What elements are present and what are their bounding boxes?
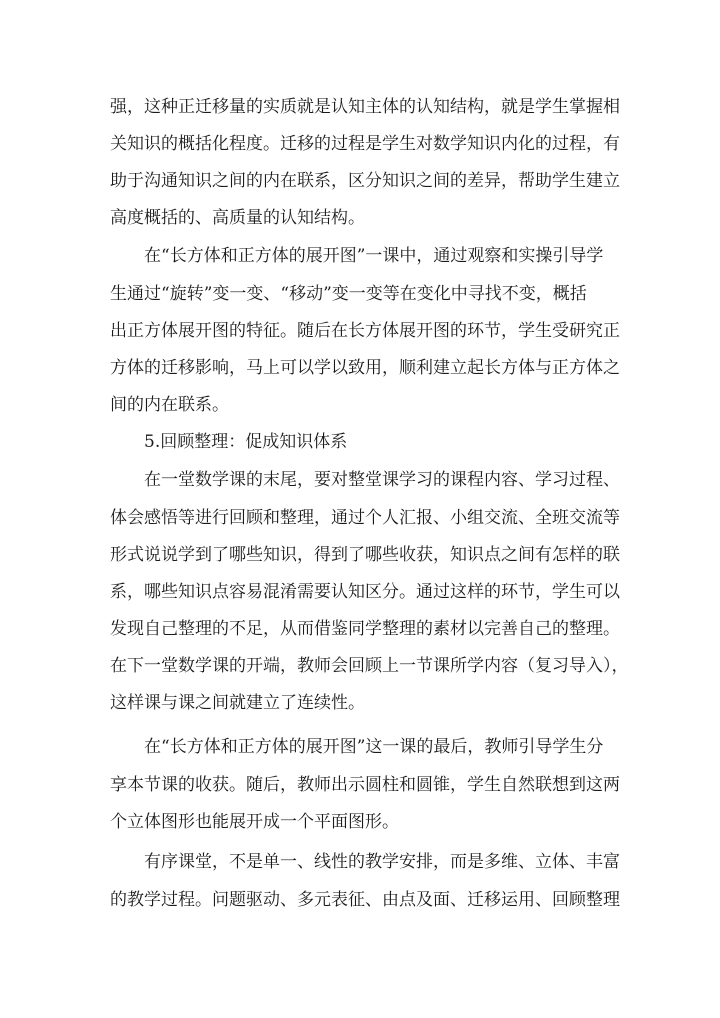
paragraph-first-line: 在“长方体和正方体的展开图”一课中，通过观察和实操引导学 [144,246,604,266]
text-line: 享本节课的收获。随后，教师出示圆柱和圆锥，学生自然联想到这两 [110,775,620,795]
text-line: 形式说说学到了哪些知识，得到了哪些收获，知识点之间有怎样的联 [110,545,620,565]
paragraph-first-line: 在一堂数学课的末尾，要对整堂课学习的课程内容、学习过程、 [144,470,620,490]
text-line: 方体的迁移影响，马上可以学以致用，顺利建立起长方体与正方体之 [110,358,620,378]
text-line: 关知识的概括化程度。迁移的过程是学生对数学知识内化的过程，有 [110,134,620,154]
text-line: 出正方体展开图的特征。随后在长方体展开图的环节，学生受研究正 [110,321,620,341]
text-line: 强，这种正迁移量的实质就是认知主体的认知结构，就是学生掌握相 [110,97,620,117]
text-line: 发现自己整理的不足，从而借鉴同学整理的素材以完善自己的整理。 [110,619,620,639]
section-heading: 5.回顾整理：促成知识体系 [144,432,348,452]
text-line: 间的内在联系。 [110,395,229,415]
text-line: 在下一堂数学课的开端，教师会回顾上一节课所学内容（复习导入）， [110,656,629,676]
text-line: 的教学过程。问题驱动、多元表征、由点及面、迁移运用、回顾整理 [110,890,620,910]
text-line: 生通过“旋转”变一变、“移动”变一变等在变化中寻找不变，概括 [110,284,587,304]
text-line: 个立体图形也能展开成一个平面图形。 [110,812,399,832]
text-line: 系，哪些知识点容易混淆需要认知区分。通过这样的环节，学生可以 [110,582,620,602]
text-line: 助于沟通知识之间的内在联系，区分知识之间的差异，帮助学生建立 [110,171,620,191]
paragraph-first-line: 在“长方体和正方体的展开图”这一课的最后，教师引导学生分 [144,737,604,757]
paragraph-first-line: 有序课堂，不是单一、线性的教学安排，而是多维、立体、丰富 [144,852,620,872]
text-line: 这样课与课之间就建立了连续性。 [110,693,365,713]
text-line: 体会感悟等进行回顾和整理，通过个人汇报、小组交流、全班交流等 [110,508,620,528]
text-line: 高度概括的、高质量的认知结构。 [110,208,365,228]
